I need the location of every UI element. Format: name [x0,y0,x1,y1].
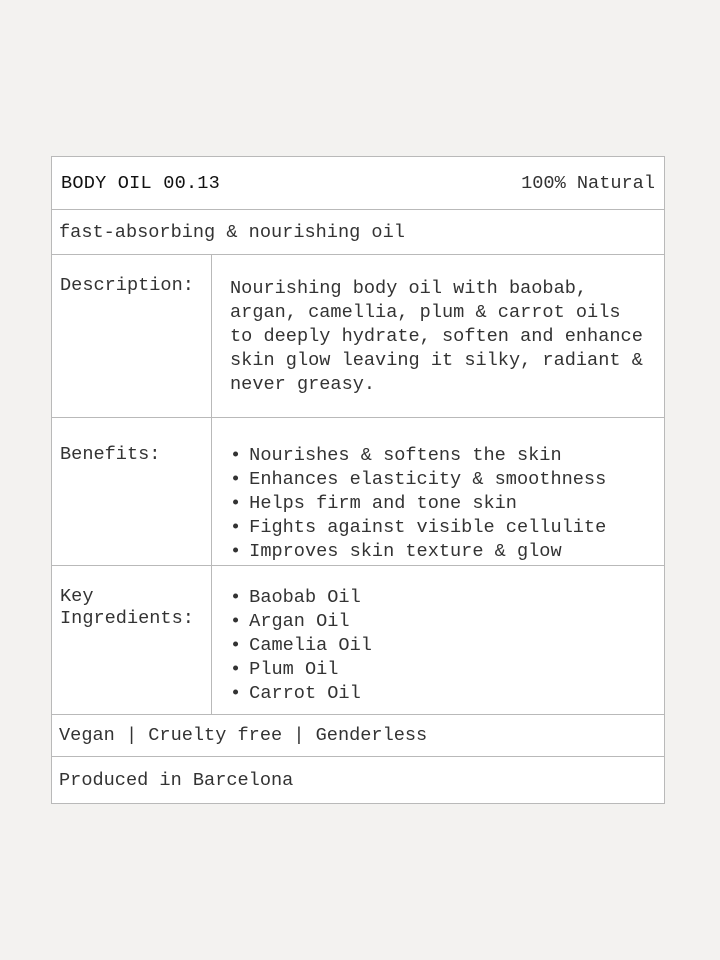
label-line: Key [60,586,94,607]
tagline: fast-absorbing & nourishing oil [59,221,405,243]
description-row [52,254,664,417]
ingredients-row [52,565,664,714]
list-item: • Carrot Oil [230,682,656,706]
description-text: Nourishing body oil with baobab, argan, camellia, plum & carrot oils to deeply hydrate, soften and enhance skin glow leaving it silky, radiant & never greasy. [230,278,643,395]
list-item: • Argan Oil [230,610,656,634]
list-item: • Baobab Oil [230,586,656,610]
origin: Produced in Barcelona [59,769,294,791]
product-title: BODY OIL 00.13 [61,172,221,194]
origin-row [52,756,664,803]
claims: Vegan | Cruelty free | Genderless [59,725,428,746]
natural-badge: 100% Natural [521,172,655,194]
list-item: • Camelia Oil [230,634,656,658]
benefits-row [52,417,664,565]
list-item: • Plum Oil [230,658,656,682]
list-item: • Nourishes & softens the skin [230,444,656,468]
product-info-table [51,156,665,804]
benefits-list [230,444,656,564]
label-line: Ingredients: [60,608,194,629]
description-label: Description: [52,255,212,417]
header-row [52,157,664,209]
tagline-row [52,209,664,254]
list-item: • Fights against visible cellulite [230,516,656,540]
claims-row [52,714,664,756]
list-item: • Enhances elasticity & smoothness [230,468,656,492]
ingredients-list [230,586,656,706]
benefits-label: Benefits: [52,418,212,565]
list-item: • Improves skin texture & glow [230,540,656,564]
ingredients-label [52,566,212,714]
list-item: • Helps firm and tone skin [230,492,656,516]
